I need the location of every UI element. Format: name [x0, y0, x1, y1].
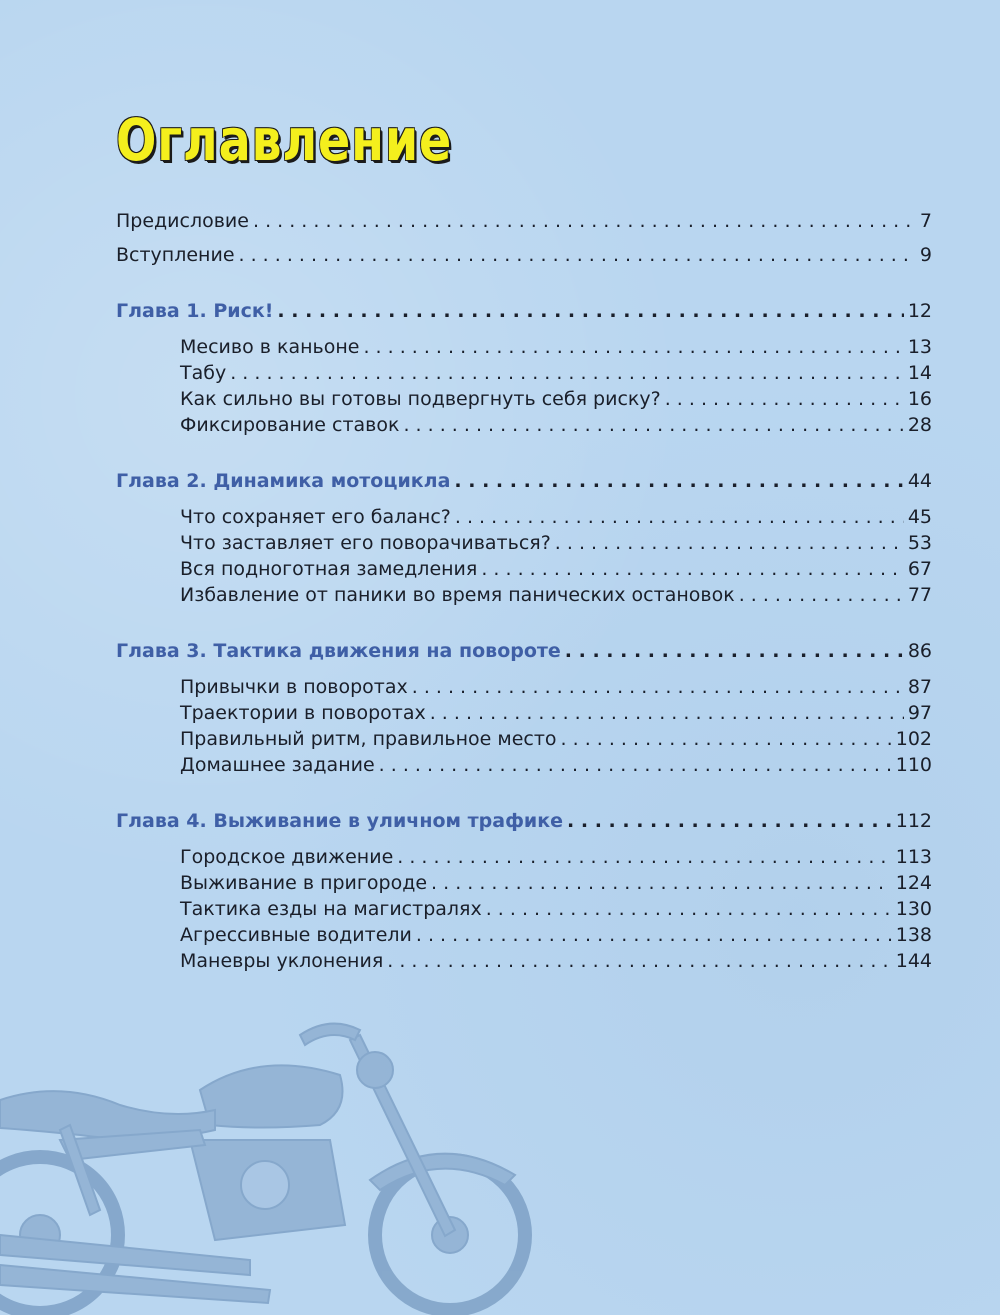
table-of-contents: [116, 208, 932, 974]
toc-section-row[interactable]: [116, 504, 932, 530]
leader-dots: [239, 242, 916, 268]
chapter-label: Глава 1. Риск!: [116, 300, 274, 322]
section-label: Фиксирование ставок: [180, 414, 400, 436]
toc-chapter-4[interactable]: [116, 808, 932, 834]
toc-section-row[interactable]: [116, 700, 932, 726]
toc-chapter-1[interactable]: [116, 298, 932, 324]
headlight: [357, 1052, 393, 1088]
leader-dots: [567, 808, 892, 834]
toc-page-number: 53: [907, 532, 932, 554]
toc-section-row[interactable]: [116, 582, 932, 608]
leader-dots: [454, 468, 903, 494]
toc-section-row[interactable]: [116, 752, 932, 778]
toc-page-number: 97: [907, 702, 932, 724]
leader-dots: [739, 582, 904, 608]
chapter-label: Глава 4. Выживание в уличном трафике: [116, 810, 564, 832]
toc-page-number: 130: [895, 898, 932, 920]
leader-dots: [455, 504, 904, 530]
toc-section-row[interactable]: [116, 870, 932, 896]
toc-section-row[interactable]: [116, 922, 932, 948]
toc-page-number: 86: [907, 640, 932, 662]
toc-section-row[interactable]: [116, 896, 932, 922]
section-label: Избавление от паники во время панических остановок: [180, 584, 735, 606]
toc-section-row[interactable]: [116, 726, 932, 752]
fuel-tank: [200, 1065, 343, 1127]
toc-section-row[interactable]: [116, 556, 932, 582]
toc-section-row[interactable]: [116, 412, 932, 438]
leader-dots: [486, 896, 892, 922]
toc-page-number: 9: [919, 244, 932, 266]
section-label: Тактика езды на магистралях: [180, 898, 482, 920]
toc-page-number: 112: [895, 810, 932, 832]
section-label: Табу: [180, 362, 227, 384]
toc-front-row[interactable]: [116, 242, 932, 268]
section-label: Агрессивные водители: [180, 924, 412, 946]
section-label: Траектории в поворотах: [180, 702, 426, 724]
motorcycle-icon: [0, 1010, 540, 1315]
section-label: Городское движение: [180, 846, 394, 868]
toc-entry-label: Вступление: [116, 244, 235, 266]
toc-page-number: 113: [895, 846, 932, 868]
toc-page-number: 14: [907, 362, 932, 384]
section-label: Маневры уклонения: [180, 950, 384, 972]
toc-page-number: 12: [907, 300, 932, 322]
toc-page-number: 67: [907, 558, 932, 580]
toc-page-number: 144: [895, 950, 932, 972]
toc-section-row[interactable]: [116, 386, 932, 412]
section-label: Выживание в пригороде: [180, 872, 428, 894]
leader-dots: [403, 412, 903, 438]
leader-dots: [397, 844, 891, 870]
leader-dots: [363, 334, 903, 360]
leader-dots: [555, 530, 904, 556]
toc-section-row[interactable]: [116, 674, 932, 700]
leader-dots: [387, 948, 891, 974]
leader-dots: [665, 386, 904, 412]
toc-section-row[interactable]: [116, 844, 932, 870]
engine-cover: [241, 1161, 289, 1209]
leader-dots: [416, 922, 892, 948]
leader-dots: [431, 870, 892, 896]
section-label: Что сохраняет его баланс?: [180, 506, 451, 528]
toc-page-number: 102: [895, 728, 932, 750]
leader-dots: [277, 298, 903, 324]
leader-dots: [230, 360, 904, 386]
toc-page-number: 110: [895, 754, 932, 776]
leader-dots: [430, 700, 904, 726]
toc-page-number: 138: [895, 924, 932, 946]
toc-page-number: 44: [907, 470, 932, 492]
leader-dots: [379, 752, 892, 778]
toc-section-row[interactable]: [116, 334, 932, 360]
toc-page-number: 13: [907, 336, 932, 358]
chapter-label: Глава 2. Динамика мотоцикла: [116, 470, 451, 492]
toc-section-row[interactable]: [116, 360, 932, 386]
section-label: Месиво в каньоне: [180, 336, 360, 358]
page-title: Оглавление: [116, 106, 453, 174]
section-label: Что заставляет его поворачиваться?: [180, 532, 551, 554]
toc-page-number: 87: [907, 676, 932, 698]
toc-section-row[interactable]: [116, 530, 932, 556]
leader-dots: [481, 556, 903, 582]
section-label: Как сильно вы готовы подвергнуть себя риску?: [180, 388, 661, 410]
leader-dots: [565, 638, 904, 664]
toc-entry-label: Предисловие: [116, 210, 249, 232]
leader-dots: [412, 674, 904, 700]
toc-front-row[interactable]: [116, 208, 932, 234]
leader-dots: [253, 208, 916, 234]
toc-page-number: 124: [895, 872, 932, 894]
section-label: Привычки в поворотах: [180, 676, 408, 698]
toc-chapter-2[interactable]: [116, 468, 932, 494]
leader-dots: [561, 726, 892, 752]
section-label: Правильный ритм, правильное место: [180, 728, 557, 750]
toc-page-number: 16: [907, 388, 932, 410]
section-label: Домашнее задание: [180, 754, 375, 776]
toc-chapter-3[interactable]: [116, 638, 932, 664]
toc-page-number: 77: [907, 584, 932, 606]
chapter-label: Глава 3. Тактика движения на повороте: [116, 640, 561, 662]
section-label: Вся подноготная замедления: [180, 558, 478, 580]
toc-page-number: 7: [919, 210, 932, 232]
toc-page-number: 28: [907, 414, 932, 436]
toc-section-row[interactable]: [116, 948, 932, 974]
toc-page-number: 45: [907, 506, 932, 528]
